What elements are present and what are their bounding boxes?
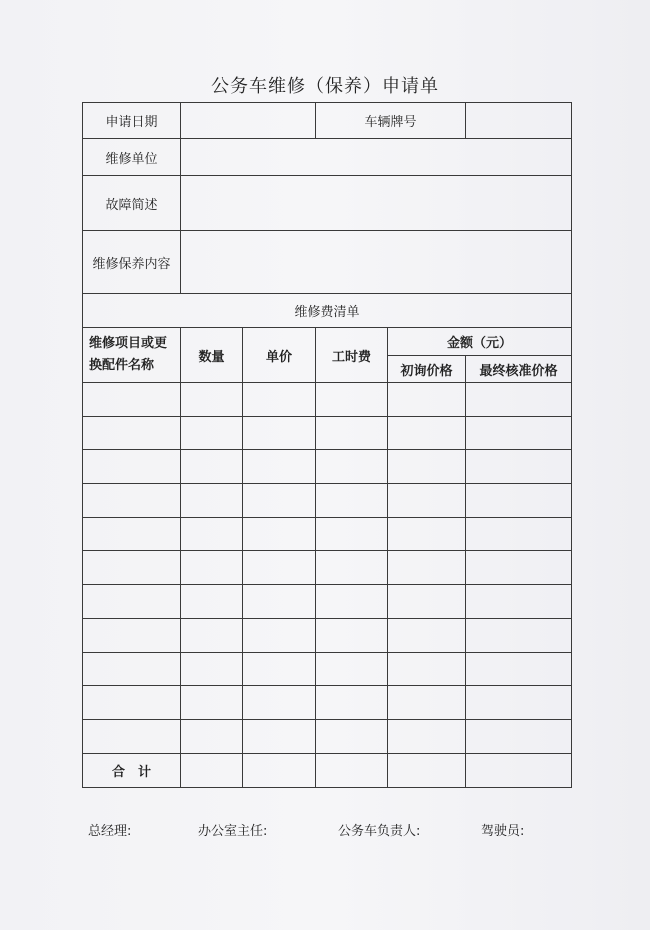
row-cost-title [83, 294, 572, 328]
table-row [83, 484, 572, 518]
apply-date-label: 申请日期 [83, 103, 181, 139]
col-amount-header: 金额（元） [388, 328, 572, 356]
row-total [83, 753, 572, 787]
row-column-header-1 [83, 328, 572, 356]
repair-unit-field[interactable] [181, 139, 572, 176]
table-row [83, 383, 572, 417]
col-final-price-header: 最终核准价格 [466, 356, 572, 383]
plate-label: 车辆牌号 [316, 103, 466, 139]
signature-driver: 驾驶员: [481, 824, 525, 839]
table-row [83, 450, 572, 484]
apply-date-field[interactable] [181, 103, 316, 139]
col-qty-header: 数量 [181, 328, 243, 383]
content-label: 维修保养内容 [83, 231, 181, 294]
repair-application-table [82, 102, 572, 788]
cost-section-title: 维修费清单 [83, 294, 572, 328]
table-row [83, 551, 572, 585]
row-apply-date [83, 103, 572, 139]
form-title: 公务车维修（保养）申请单 [211, 76, 439, 97]
total-label: 合 计 [83, 753, 181, 787]
table-row [83, 585, 572, 619]
signature-car-manager: 公务车负责人: [338, 824, 421, 839]
col-initial-price-header: 初询价格 [388, 356, 466, 383]
table-row [83, 686, 572, 720]
fault-field[interactable] [181, 176, 572, 231]
plate-field[interactable] [466, 103, 572, 139]
table-row [83, 416, 572, 450]
signature-general-manager: 总经理: [88, 824, 132, 839]
row-fault [83, 176, 572, 231]
col-labor-header: 工时费 [316, 328, 388, 383]
repair-unit-label: 维修单位 [83, 139, 181, 176]
content-field[interactable] [181, 231, 572, 294]
row-repair-unit [83, 139, 572, 176]
fault-label: 故障简述 [83, 176, 181, 231]
table-row [83, 652, 572, 686]
signature-office-director: 办公室主任: [198, 824, 268, 839]
table-row [83, 618, 572, 652]
col-item-header: 维修项目或更换配件名称 [83, 328, 181, 383]
col-unit-price-header: 单价 [243, 328, 316, 383]
row-content [83, 231, 572, 294]
table-row [83, 517, 572, 551]
table-row [83, 719, 572, 753]
